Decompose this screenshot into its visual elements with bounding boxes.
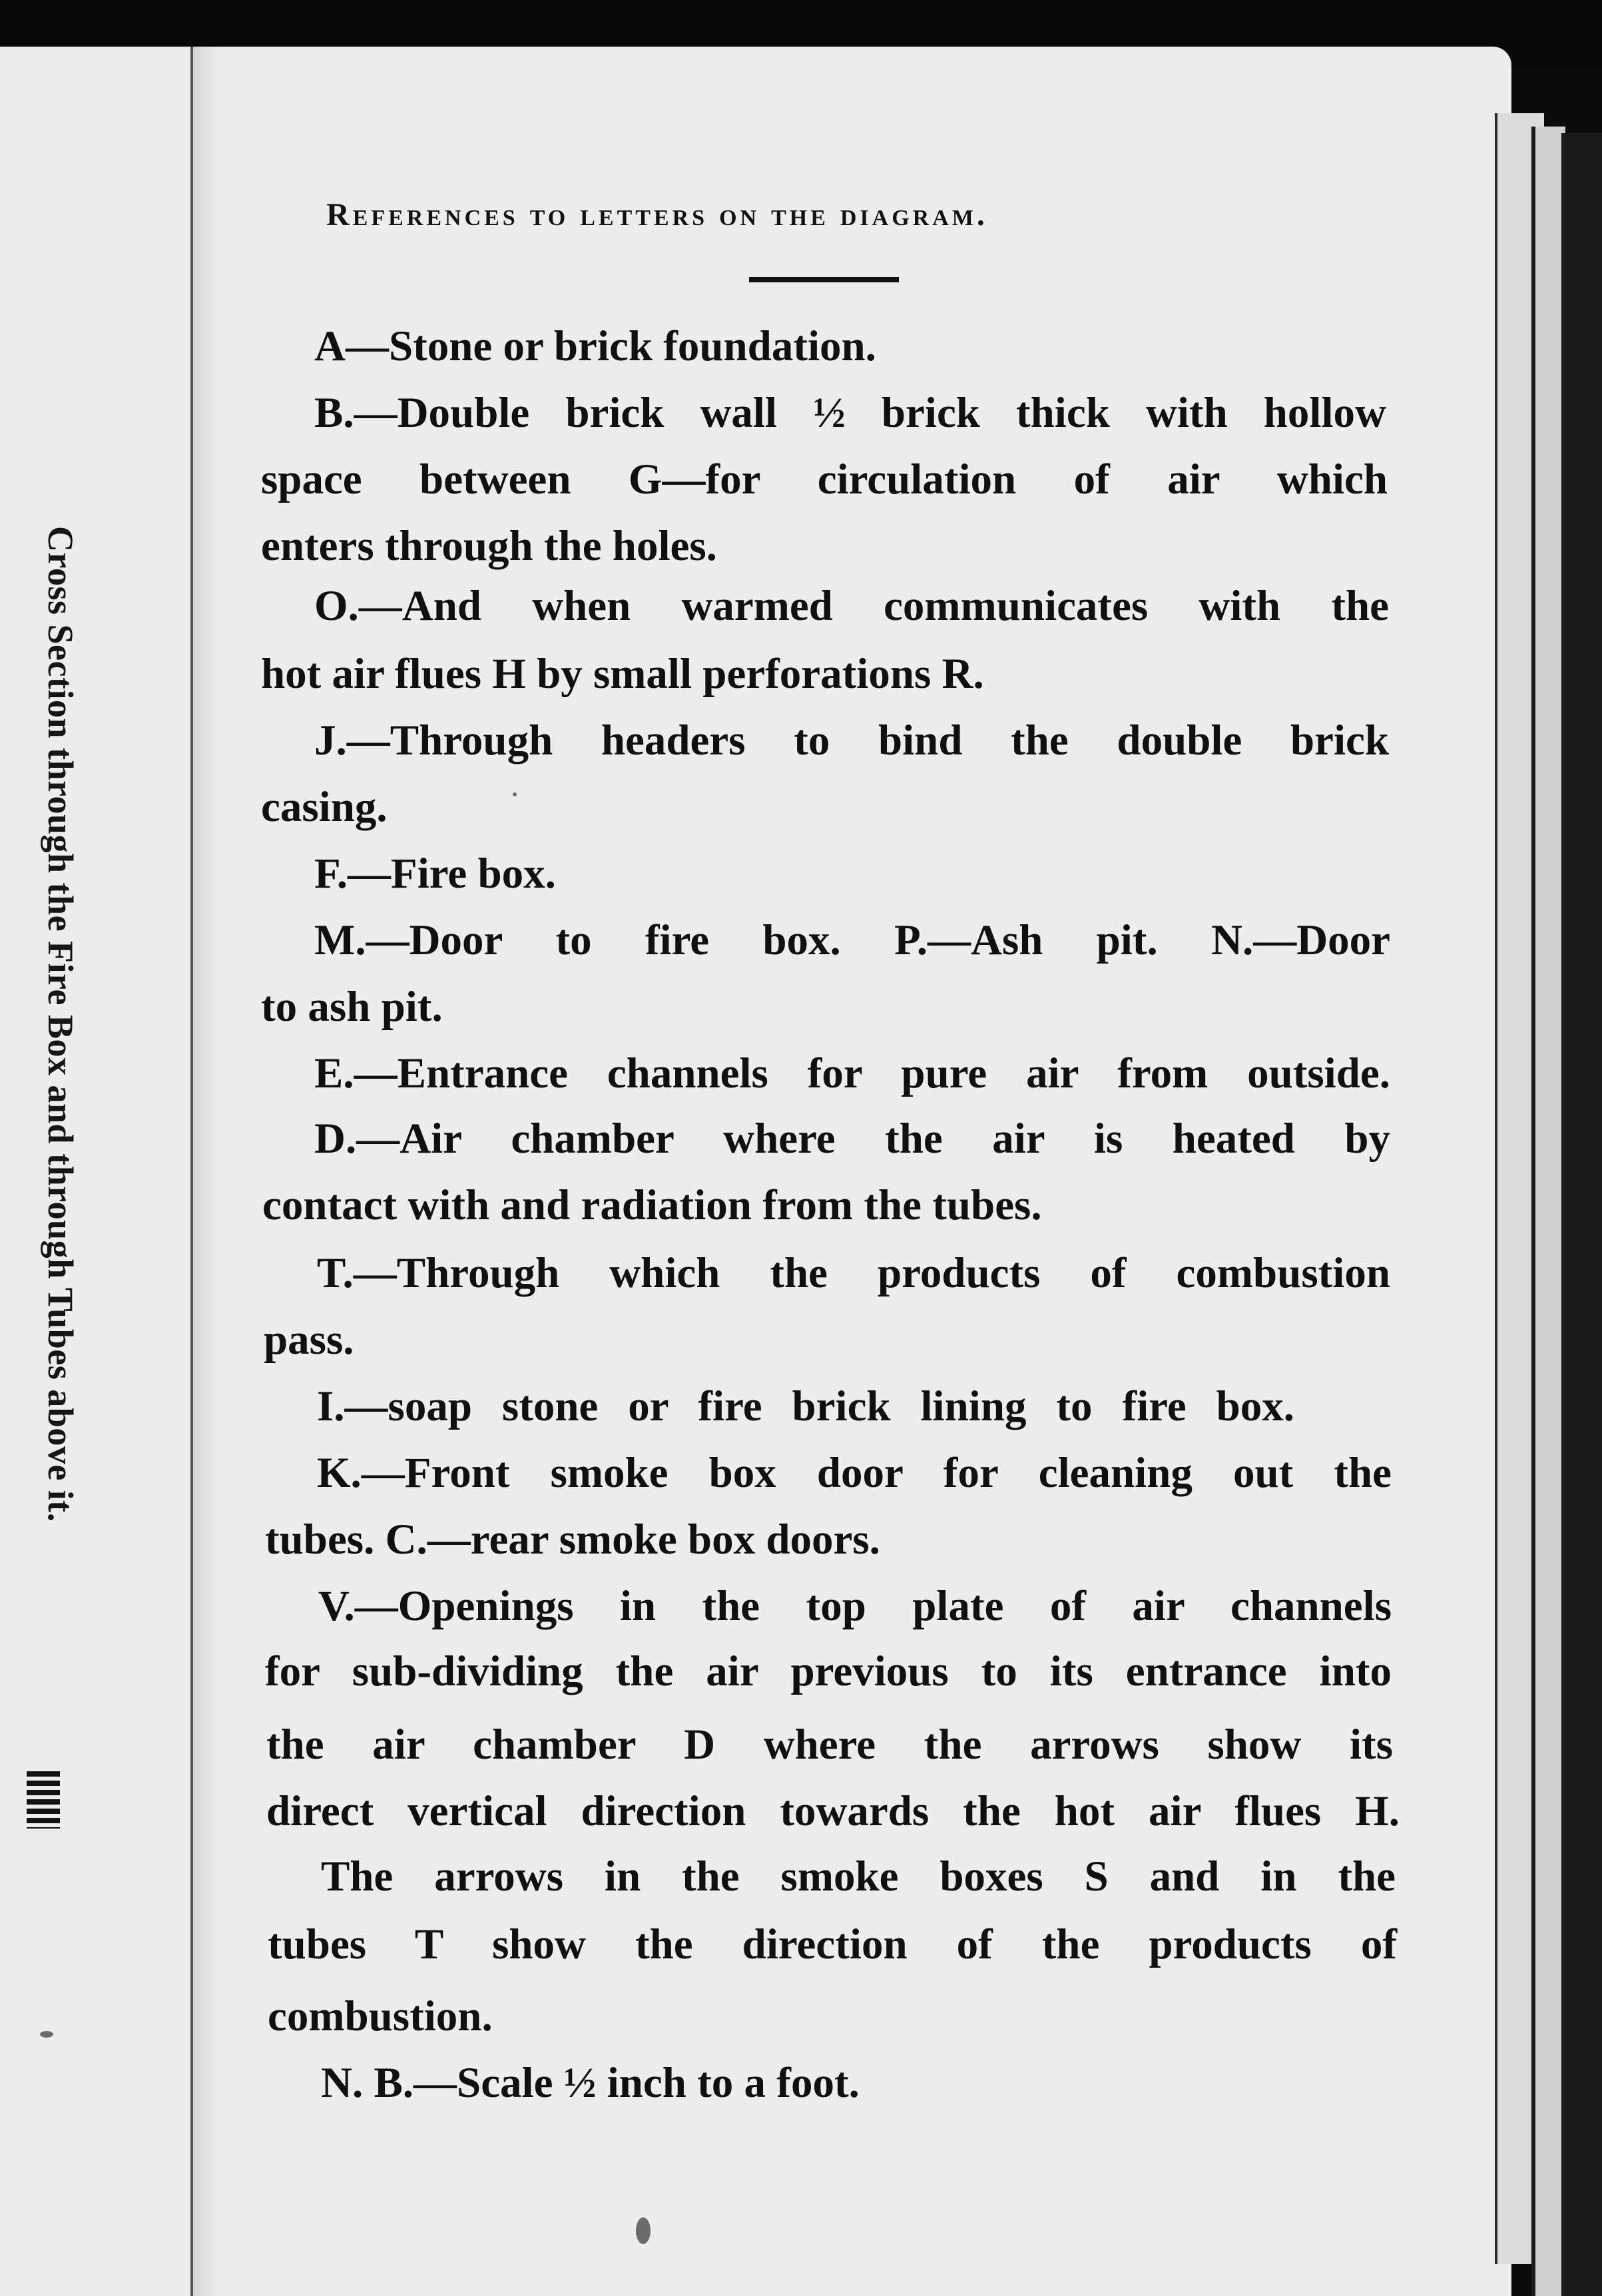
text-line: space between G—for circulation of air which xyxy=(261,455,1388,503)
text-line: D.—Air chamber where the air is heated by xyxy=(314,1115,1390,1163)
text-line: K.—Front smoke box door for cleaning out the xyxy=(317,1449,1392,1497)
heading-rule xyxy=(749,277,899,282)
text-line: V.—Openings in the top plate of air channels xyxy=(318,1582,1392,1630)
ink-speck xyxy=(513,792,517,796)
text-line: hot air flues H by small perforations R. xyxy=(261,650,984,698)
text-line: F.—Fire box. xyxy=(314,850,556,898)
text-line: E.—Entrance channels for pure air from outside. xyxy=(314,1049,1390,1097)
text-line: A—Stone or brick foundation. xyxy=(314,322,876,370)
text-line: combustion. xyxy=(268,1992,493,2040)
ink-speck xyxy=(636,2217,651,2244)
text-line: enters through the holes. xyxy=(261,522,717,570)
margin-marks xyxy=(27,1771,60,1829)
text-line: tubes T show the direction of the products of xyxy=(268,1920,1397,1968)
text-line: tubes. C.—rear smoke box doors. xyxy=(265,1516,880,1564)
text-line: B.—Double brick wall ½ brick thick with hollow xyxy=(314,389,1386,437)
text-line: M.—Door to fire box. P.—Ash pit. N.—Door xyxy=(314,916,1390,964)
text-line: I.—soap stone or fire brick lining to fire box. xyxy=(317,1382,1294,1430)
text-line: N. B.—Scale ½ inch to a foot. xyxy=(321,2059,860,2107)
text-line: for sub-dividing the air previous to its entrance into xyxy=(265,1647,1392,1695)
page-edge-back xyxy=(1531,127,1565,2296)
page-heading: References to letters on the diagram. xyxy=(326,197,988,232)
text-line: O.—And when warmed communicates with the xyxy=(314,582,1389,630)
text-line: J.—Through headers to bind the double brick xyxy=(314,717,1389,764)
text-line: casing. xyxy=(261,783,388,831)
text-line: T.—Through which the products of combustion xyxy=(317,1249,1390,1297)
ink-speck xyxy=(40,2031,53,2038)
text-line: contact with and radiation from the tubes. xyxy=(262,1181,1042,1229)
text-line: the air chamber D where the arrows show its xyxy=(266,1721,1393,1769)
text-line: to ash pit. xyxy=(261,983,443,1031)
text-line: The arrows in the smoke boxes S and in the xyxy=(321,1853,1396,1900)
scan-border-right xyxy=(1561,133,1602,2296)
text-line: pass. xyxy=(264,1316,354,1364)
text-line: direct vertical direction towards the hot air flues H. xyxy=(266,1787,1400,1835)
side-caption: Cross Section through the Fire Box and through Tubes above it. xyxy=(41,526,81,1522)
gutter-shadow xyxy=(193,47,220,2296)
